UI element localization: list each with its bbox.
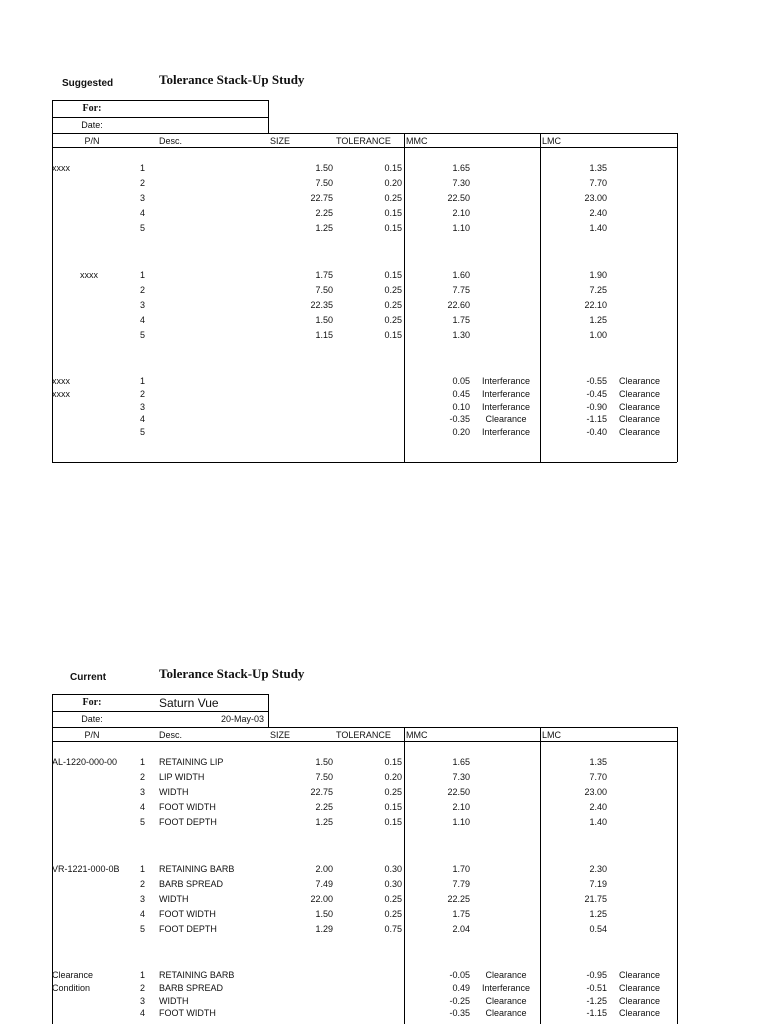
result-desc: WIDTH <box>159 995 189 1006</box>
row-lmc: 21.75 <box>584 894 607 905</box>
result-label: Clearance <box>52 970 94 980</box>
row-desc: BARB SPREAD <box>159 879 224 890</box>
header-mmc: MMC <box>406 730 428 740</box>
row-desc: RETAINING LIP <box>159 757 224 767</box>
row-lmc: 1.25 <box>589 909 607 920</box>
header-tolerance: TOLERANCE <box>336 730 391 740</box>
row-size: 7.50 <box>315 285 333 296</box>
row-mmc: 22.25 <box>447 894 470 905</box>
result-desc: RETAINING BARB <box>159 970 235 980</box>
result-label: xxxx <box>52 376 70 386</box>
header-desc: Desc. <box>159 730 183 740</box>
result-lmc-status: Clearance <box>619 982 661 993</box>
row-mmc: 7.79 <box>452 879 470 890</box>
result-lmc-status: Clearance <box>619 401 661 412</box>
row-desc: RETAINING BARB <box>159 864 235 874</box>
result-mmc: -0.05 <box>449 970 470 980</box>
header-bottom <box>52 147 677 148</box>
row-mmc: 1.75 <box>452 909 470 920</box>
header-pn: P/N <box>84 136 100 146</box>
row-desc: FOOT DEPTH <box>159 924 217 935</box>
table-left <box>52 100 53 462</box>
for-label: For: <box>82 103 102 114</box>
row-desc: FOOT WIDTH <box>159 909 216 920</box>
row-tolerance: 0.25 <box>384 300 402 311</box>
result-mmc-status: Clearance <box>485 995 527 1006</box>
row-mmc: 2.10 <box>452 208 470 219</box>
table-right <box>677 133 678 462</box>
result-lmc-status: Clearance <box>619 427 661 438</box>
row-index: 5 <box>140 330 146 341</box>
part-number: AL-1220-000-00 <box>52 757 118 767</box>
row-size: 1.25 <box>315 223 333 234</box>
result-lmc: -1.15 <box>586 414 607 425</box>
row-tolerance: 0.25 <box>384 285 402 296</box>
result-index: 2 <box>140 982 146 993</box>
for-box-divider <box>52 711 268 712</box>
result-mmc: 0.45 <box>452 388 470 399</box>
for-value: Saturn Vue <box>159 696 219 710</box>
row-index: 3 <box>140 300 146 311</box>
row-mmc: 1.10 <box>452 817 470 828</box>
result-mmc-status: Interferance <box>481 401 531 412</box>
header-bottom <box>52 741 677 742</box>
row-size: 1.50 <box>315 163 333 173</box>
row-desc: WIDTH <box>159 787 189 798</box>
row-index: 3 <box>140 787 146 798</box>
row-lmc: 7.70 <box>589 178 607 189</box>
row-lmc: 7.19 <box>589 879 607 890</box>
row-index: 4 <box>140 208 146 219</box>
row-desc: FOOT DEPTH <box>159 817 217 828</box>
row-tolerance: 0.30 <box>384 879 402 890</box>
row-index: 2 <box>140 178 146 189</box>
result-lmc-status: Clearance <box>619 376 661 386</box>
result-mmc: 0.20 <box>452 427 470 438</box>
row-tolerance: 0.15 <box>384 757 402 767</box>
row-tolerance: 0.15 <box>384 270 402 280</box>
row-lmc: 1.90 <box>589 270 607 280</box>
row-lmc: 1.25 <box>589 315 607 326</box>
row-size: 1.50 <box>315 315 333 326</box>
header-tolerance: TOLERANCE <box>336 136 391 146</box>
part-number: VR-1221-000-0B <box>52 864 120 874</box>
lmc-col-left <box>540 133 541 462</box>
study-title: Tolerance Stack-Up Study <box>159 666 305 681</box>
row-mmc: 22.50 <box>447 787 470 798</box>
row-lmc: 0.54 <box>589 924 607 935</box>
for-label: For: <box>82 697 102 708</box>
row-mmc: 7.30 <box>452 178 470 189</box>
row-index: 2 <box>140 772 146 783</box>
row-size: 22.35 <box>310 300 333 311</box>
result-label: Condition <box>52 982 91 993</box>
row-index: 1 <box>140 163 146 173</box>
result-lmc: -0.55 <box>586 376 607 386</box>
row-mmc: 1.65 <box>452 163 470 173</box>
result-index: 1 <box>140 376 146 386</box>
row-desc: FOOT WIDTH <box>159 802 216 813</box>
row-tolerance: 0.20 <box>384 178 402 189</box>
row-size: 1.75 <box>315 270 333 280</box>
for-box-top <box>52 100 268 101</box>
row-size: 2.00 <box>315 864 333 874</box>
row-index: 5 <box>140 817 146 828</box>
section-label: Suggested <box>62 78 114 89</box>
result-lmc: -1.15 <box>586 1008 607 1019</box>
row-size: 1.15 <box>315 330 333 341</box>
row-mmc: 1.75 <box>452 315 470 326</box>
row-mmc: 1.60 <box>452 270 470 280</box>
row-tolerance: 0.30 <box>384 864 402 874</box>
result-mmc: -0.25 <box>449 995 470 1006</box>
result-lmc-status: Clearance <box>619 970 661 980</box>
result-mmc-status: Interferance <box>481 982 531 993</box>
result-index: 5 <box>140 427 146 438</box>
lmc-col-left <box>540 727 541 1024</box>
row-index: 5 <box>140 924 146 935</box>
row-index: 1 <box>140 757 146 767</box>
row-mmc: 22.50 <box>447 193 470 204</box>
result-mmc-status: Clearance <box>485 1008 527 1019</box>
result-mmc-status: Interferance <box>481 376 531 386</box>
row-tolerance: 0.15 <box>384 330 402 341</box>
row-mmc: 7.75 <box>452 285 470 296</box>
result-lmc: -0.90 <box>586 401 607 412</box>
header-mmc: MMC <box>406 136 428 146</box>
result-index: 3 <box>140 995 146 1006</box>
header-lmc: LMC <box>542 136 562 146</box>
result-desc: FOOT WIDTH <box>159 1008 216 1019</box>
result-lmc-status: Clearance <box>619 414 661 425</box>
for-box-right <box>268 694 269 727</box>
mmc-col-left <box>404 133 405 462</box>
row-size: 1.50 <box>315 757 333 767</box>
result-lmc-status: Clearance <box>619 995 661 1006</box>
result-index: 4 <box>140 414 146 425</box>
mmc-col-left <box>404 727 405 1024</box>
row-size: 2.25 <box>315 208 333 219</box>
row-mmc: 2.10 <box>452 802 470 813</box>
result-lmc: -0.95 <box>586 970 607 980</box>
row-index: 2 <box>140 879 146 890</box>
result-lmc-status: Clearance <box>619 388 661 399</box>
row-size: 1.29 <box>315 924 333 935</box>
row-lmc: 1.35 <box>589 163 607 173</box>
row-lmc: 2.30 <box>589 864 607 874</box>
row-size: 22.00 <box>310 894 333 905</box>
row-mmc: 2.04 <box>452 924 470 935</box>
row-tolerance: 0.20 <box>384 772 402 783</box>
row-desc: LIP WIDTH <box>159 772 205 783</box>
row-lmc: 22.10 <box>584 300 607 311</box>
row-index: 4 <box>140 909 146 920</box>
result-mmc: 0.05 <box>452 376 470 386</box>
result-mmc: 0.49 <box>452 982 470 993</box>
row-lmc: 1.40 <box>589 817 607 828</box>
row-mmc: 7.30 <box>452 772 470 783</box>
result-mmc: -0.35 <box>449 1008 470 1019</box>
result-lmc: -0.40 <box>586 427 607 438</box>
date-label: Date: <box>81 120 103 130</box>
row-index: 1 <box>140 864 146 874</box>
result-index: 3 <box>140 401 146 412</box>
row-lmc: 23.00 <box>584 193 607 204</box>
result-lmc-status: Clearance <box>619 1008 661 1019</box>
row-mmc: 1.30 <box>452 330 470 341</box>
for-box-divider <box>52 117 268 118</box>
table-right <box>677 727 678 1024</box>
date-label: Date: <box>81 714 103 724</box>
row-tolerance: 0.15 <box>384 163 402 173</box>
result-mmc: 0.10 <box>452 401 470 412</box>
row-index: 1 <box>140 270 146 280</box>
result-label: xxxx <box>52 388 70 399</box>
result-lmc: -0.51 <box>586 982 607 993</box>
header-pn: P/N <box>84 730 100 740</box>
row-size: 22.75 <box>310 787 333 798</box>
result-mmc-status: Interferance <box>481 427 531 438</box>
row-mmc: 1.65 <box>452 757 470 767</box>
row-tolerance: 0.25 <box>384 894 402 905</box>
result-mmc: -0.35 <box>449 414 470 425</box>
header-top <box>52 727 677 728</box>
result-desc: BARB SPREAD <box>159 982 224 993</box>
row-tolerance: 0.25 <box>384 315 402 326</box>
row-tolerance: 0.75 <box>384 924 402 935</box>
for-box-right <box>268 100 269 133</box>
row-size: 7.49 <box>315 879 333 890</box>
result-lmc: -1.25 <box>586 995 607 1006</box>
table-bottom <box>52 462 677 463</box>
row-index: 3 <box>140 193 146 204</box>
row-desc: WIDTH <box>159 894 189 905</box>
row-lmc: 1.00 <box>589 330 607 341</box>
row-index: 2 <box>140 285 146 296</box>
row-tolerance: 0.15 <box>384 817 402 828</box>
row-index: 5 <box>140 223 146 234</box>
row-size: 7.50 <box>315 772 333 783</box>
result-mmc-status: Clearance <box>485 970 527 980</box>
header-desc: Desc. <box>159 136 183 146</box>
section-label: Current <box>70 672 107 683</box>
date-value: 20-May-03 <box>220 714 264 724</box>
row-mmc: 1.70 <box>452 864 470 874</box>
row-size: 1.25 <box>315 817 333 828</box>
row-lmc: 7.70 <box>589 772 607 783</box>
header-size: SIZE <box>270 136 291 146</box>
header-size: SIZE <box>270 730 291 740</box>
result-lmc: -0.45 <box>586 388 607 399</box>
row-tolerance: 0.25 <box>384 909 402 920</box>
row-lmc: 2.40 <box>589 208 607 219</box>
for-box-top <box>52 694 268 695</box>
row-size: 2.25 <box>315 802 333 813</box>
row-tolerance: 0.25 <box>384 193 402 204</box>
result-mmc-status: Clearance <box>485 414 527 425</box>
row-index: 4 <box>140 802 146 813</box>
row-mmc: 1.10 <box>452 223 470 234</box>
result-index: 4 <box>140 1008 146 1019</box>
result-index: 2 <box>140 388 146 399</box>
row-size: 1.50 <box>315 909 333 920</box>
result-mmc-status: Interferance <box>481 388 531 399</box>
row-tolerance: 0.15 <box>384 208 402 219</box>
study-title: Tolerance Stack-Up Study <box>159 72 305 87</box>
row-tolerance: 0.25 <box>384 787 402 798</box>
row-index: 4 <box>140 315 146 326</box>
row-lmc: 2.40 <box>589 802 607 813</box>
row-lmc: 1.40 <box>589 223 607 234</box>
row-tolerance: 0.15 <box>384 802 402 813</box>
header-top <box>52 133 677 134</box>
row-tolerance: 0.15 <box>384 223 402 234</box>
row-lmc: 23.00 <box>584 787 607 798</box>
part-number: xxxx <box>80 270 98 280</box>
header-lmc: LMC <box>542 730 562 740</box>
part-number: xxxx <box>52 163 70 173</box>
result-index: 1 <box>140 970 146 980</box>
row-size: 22.75 <box>310 193 333 204</box>
row-lmc: 7.25 <box>589 285 607 296</box>
row-lmc: 1.35 <box>589 757 607 767</box>
row-index: 3 <box>140 894 146 905</box>
row-mmc: 22.60 <box>447 300 470 311</box>
row-size: 7.50 <box>315 178 333 189</box>
